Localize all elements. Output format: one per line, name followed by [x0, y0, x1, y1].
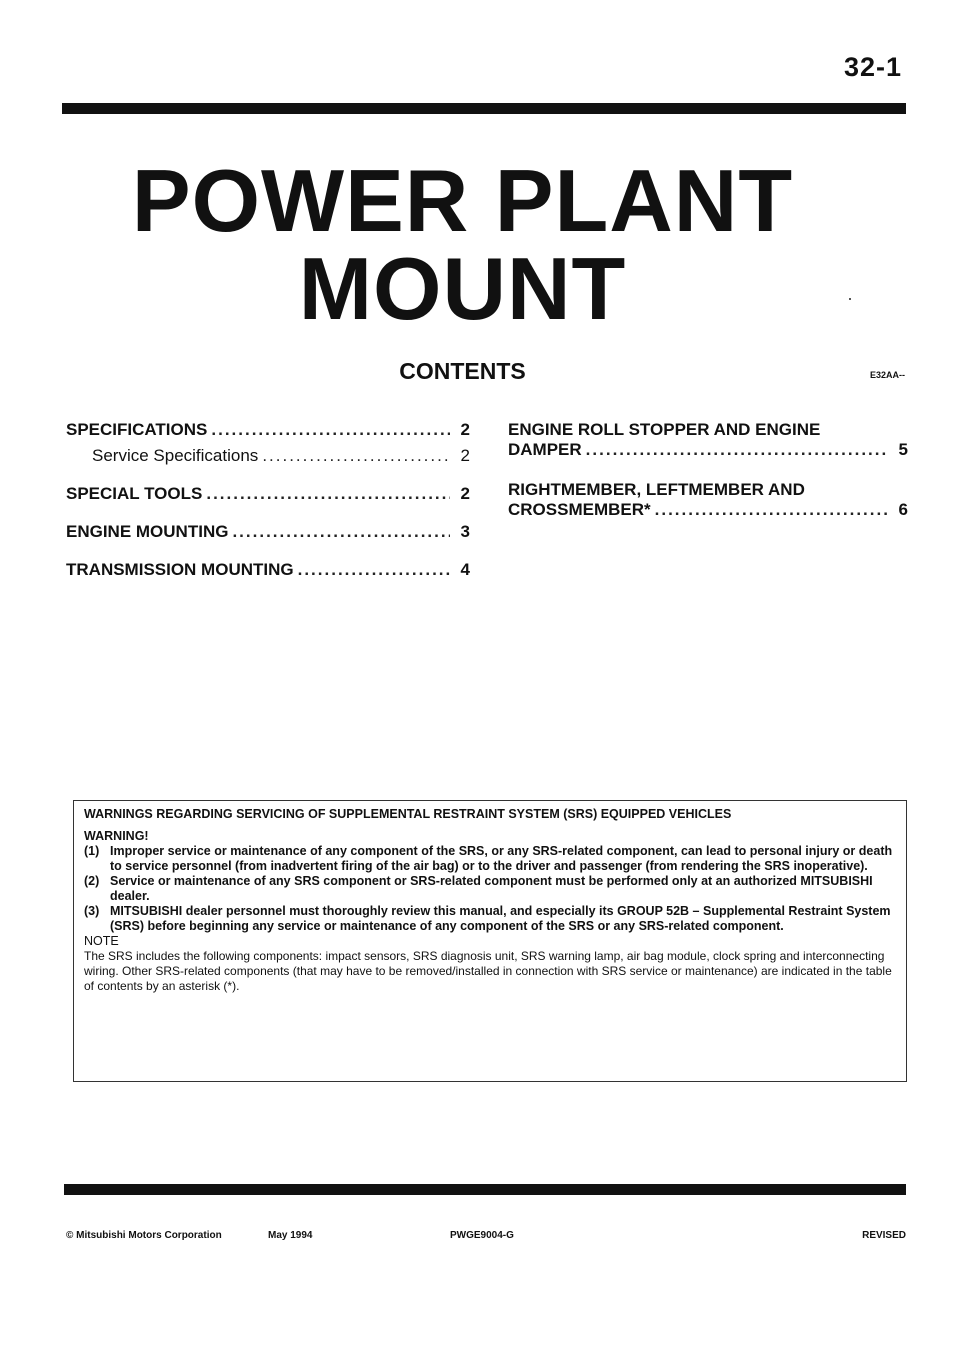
toc-entry-label-line-1: ENGINE ROLL STOPPER AND ENGINE — [508, 420, 821, 439]
warning-box-heading: WARNINGS REGARDING SERVICING OF SUPPLEMENTAL RESTRAINT SYSTEM (SRS) EQUIPPED VEHICLES — [84, 807, 732, 821]
toc-entry-specifications[interactable] — [66, 420, 470, 440]
footer-status: REVISED — [862, 1230, 906, 1241]
scan-speck — [849, 298, 851, 300]
leader-dots — [206, 484, 450, 504]
toc-entry-page: 2 — [460, 446, 470, 465]
toc-entry-page: 2 — [460, 420, 470, 439]
toc-entry-label: TRANSMISSION MOUNTING — [66, 560, 294, 579]
toc-entry-engine-mounting[interactable] — [66, 522, 470, 542]
note-text: The SRS includes the following components: impact sensors, SRS diagnosis unit, SRS warning lamp, air bag module, clock spring and interconnecting wiring. Other SRS-related components (that may have to be removed/installed in connection with SRS service or maintenance) are indicated in the table of contents by an asterisk (*). — [84, 949, 892, 993]
toc-entry-label-line-1: RIGHTMEMBER, LEFTMEMBER AND — [508, 480, 805, 499]
top-rule — [62, 103, 906, 114]
warning-item-number: (1) — [84, 844, 100, 858]
toc-entry-label: SPECIFICATIONS — [66, 420, 208, 439]
warning-item — [84, 874, 894, 904]
toc-entry-label: ENGINE MOUNTING — [66, 522, 229, 541]
title-line-2: MOUNT — [298, 239, 627, 338]
toc-entry-rightmember-leftmember[interactable] — [508, 480, 908, 520]
srs-warning-box — [73, 800, 907, 1082]
footer-date: May 1994 — [268, 1230, 313, 1241]
toc-entry-page: 5 — [898, 440, 908, 459]
leader-dots — [262, 446, 450, 466]
toc-entry-label-line-2: DAMPER — [508, 440, 582, 459]
toc-entry-page: 2 — [460, 484, 470, 503]
note-label: NOTE — [84, 934, 119, 948]
toc-left-column — [66, 420, 470, 580]
contents-heading: CONTENTS — [399, 358, 526, 384]
warning-item-text: Service or maintenance of any SRS component or SRS-related component must be performed only at an authorized MITSUBISHI dealer. — [110, 874, 873, 903]
toc-entry-service-specifications[interactable] — [66, 446, 470, 466]
toc-entry-page: 6 — [898, 500, 908, 519]
toc-entry-page: 3 — [460, 522, 470, 541]
toc-entry-page: 4 — [460, 560, 470, 579]
toc-entry-transmission-mounting[interactable] — [66, 560, 470, 580]
toc-right-column — [508, 420, 908, 520]
footer-doc-code: PWGE9004-G — [450, 1230, 514, 1241]
toc-entry-label: SPECIAL TOOLS — [66, 484, 203, 503]
warning-item-number: (2) — [84, 874, 100, 888]
leader-dots — [298, 560, 450, 580]
toc-entry-engine-roll-stopper[interactable] — [508, 420, 908, 460]
toc-entry-label-line-2: CROSSMEMBER* — [508, 500, 651, 519]
leader-dots — [232, 522, 450, 542]
leader-dots — [211, 420, 450, 440]
warning-item — [84, 904, 894, 934]
warning-item-text: Improper service or maintenance of any component of the SRS, or any SRS-related component, can lead to personal injury or death to service personnel (from inadvertent firing of the air bag) or to the driver and passenger (from rendering the SRS inoperative). — [110, 844, 893, 873]
bottom-rule — [64, 1184, 906, 1195]
page-number: 32-1 — [843, 52, 902, 82]
toc-entry-label: Service Specifications — [92, 446, 259, 465]
section-code: E32AA-- — [869, 370, 905, 380]
leader-dots — [655, 500, 888, 520]
title-line-1: POWER PLANT — [131, 151, 794, 250]
warning-label: WARNING! — [84, 829, 149, 843]
leader-dots — [586, 440, 888, 460]
warning-list — [84, 844, 894, 934]
footer-copyright: © Mitsubishi Motors Corporation — [66, 1230, 222, 1241]
warning-item-number: (3) — [84, 904, 100, 918]
warning-item — [84, 844, 894, 874]
toc-entry-special-tools[interactable] — [66, 484, 470, 504]
warning-item-text: MITSUBISHI dealer personnel must thoroughly review this manual, and especially its GROUP 52B – Supplemental Restraint System (SRS) before beginning any service or maintenance of any component of the SRS or any SRS-related component. — [110, 904, 891, 933]
